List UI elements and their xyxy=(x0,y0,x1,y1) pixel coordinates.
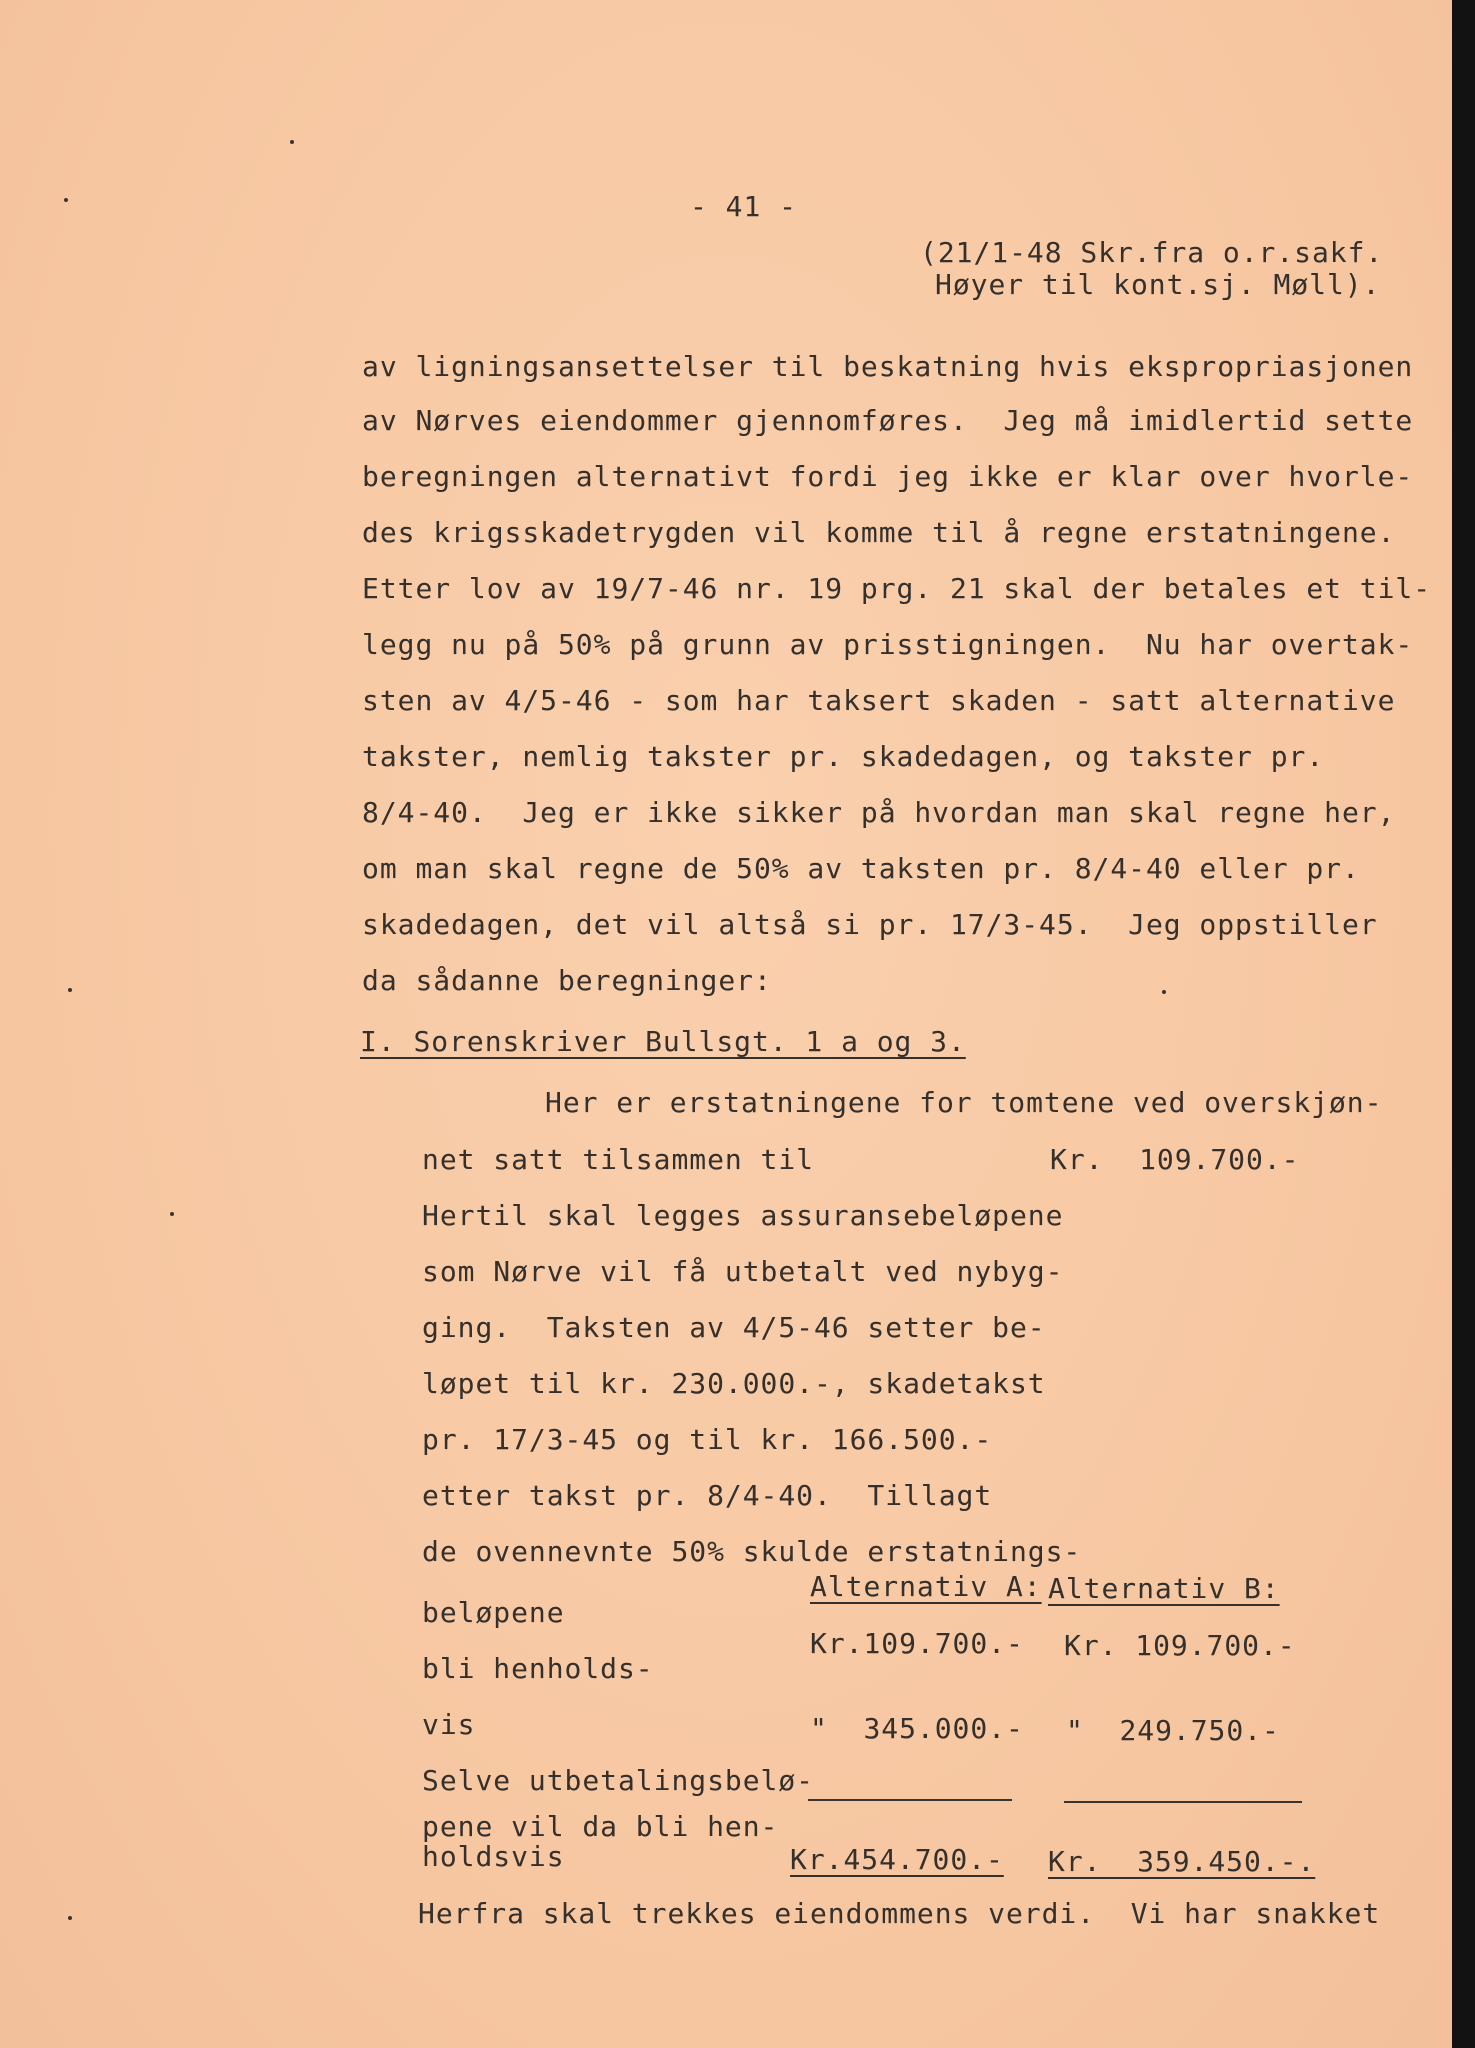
body-line: av ligningsansettelser til beskatning hvis ekspropriasjonen xyxy=(362,350,1414,383)
body-line: skadedagen, det vil altså si pr. 17/3-45. Jeg oppstiller xyxy=(362,908,1378,941)
body-line: takster, nemlig takster pr. skadedagen, og takster pr. xyxy=(362,740,1325,773)
table-label: beløpene xyxy=(422,1596,565,1629)
total-alternative-a: Kr.454.700.- xyxy=(790,1843,1004,1876)
reference-line-1: (21/1-48 Skr.fra o.r.sakf. xyxy=(920,236,1384,269)
table-label: bli henholds- xyxy=(422,1652,654,1685)
body-line: legg nu på 50% på grunn av prisstigningen. Nu har overtak- xyxy=(362,628,1414,661)
sum-rule-a xyxy=(808,1799,1012,1801)
section-amount: Kr. 109.700.- xyxy=(1050,1143,1300,1176)
paper-speck xyxy=(170,1212,174,1216)
sum-label: Selve utbetalingsbelø- xyxy=(422,1764,814,1797)
section-line: som Nørve vil få utbetalt ved nybyg- xyxy=(422,1255,1064,1288)
table-header-alternative-a: Alternativ A: xyxy=(810,1570,1042,1603)
body-line: des krigsskadetrygden vil komme til å regne erstatningene. xyxy=(362,516,1396,549)
body-line: om man skal regne de 50% av taksten pr. 8/4-40 eller pr. xyxy=(362,852,1360,885)
body-line: sten av 4/5-46 - som har taksert skaden - satt alternative xyxy=(362,684,1396,717)
body-line: da sådanne beregninger: xyxy=(362,964,772,997)
section-line: net satt tilsammen til xyxy=(422,1143,814,1176)
body-line: beregningen alternativt fordi jeg ikke er klar over hvorle- xyxy=(362,460,1414,493)
paper-speck xyxy=(1162,990,1166,994)
paper-speck xyxy=(68,1916,72,1920)
section-line: pr. 17/3-45 og til kr. 166.500.- xyxy=(422,1423,993,1456)
section-line: løpet til kr. 230.000.-, skadetakst xyxy=(422,1367,1046,1400)
closing-line: Herfra skal trekkes eiendommens verdi. Vi har snakket xyxy=(418,1897,1381,1930)
table-row2-b: " 249.750.- xyxy=(1066,1714,1280,1747)
table-row1-b: Kr. 109.700.- xyxy=(1064,1629,1296,1662)
body-line: av Nørves eiendommer gjennomføres. Jeg må imidlertid sette xyxy=(362,404,1414,437)
table-row2-a: " 345.000.- xyxy=(810,1712,1024,1745)
section-line: Hertil skal legges assuransebeløpene xyxy=(422,1199,1064,1232)
table-label: vis xyxy=(422,1708,476,1741)
body-line: 8/4-40. Jeg er ikke sikker på hvordan man skal regne her, xyxy=(362,796,1396,829)
sum-rule-b xyxy=(1064,1801,1302,1803)
body-line: Etter lov av 19/7-46 nr. 19 prg. 21 skal der betales et til- xyxy=(362,572,1432,605)
page-number: - 41 - xyxy=(690,190,797,223)
paper-speck xyxy=(64,198,68,202)
section-line: Her er erstatningene for tomtene ved overskjøn- xyxy=(545,1086,1383,1119)
paper-speck xyxy=(68,988,72,992)
section-line: de ovennevnte 50% skulde erstatnings- xyxy=(422,1535,1082,1568)
section-line: etter takst pr. 8/4-40. Tillagt xyxy=(422,1479,993,1512)
sum-label: holdsvis xyxy=(422,1840,565,1873)
total-alternative-b: Kr. 359.450.-. xyxy=(1048,1845,1316,1878)
table-row1-a: Kr.109.700.- xyxy=(810,1627,1024,1660)
section-heading: I. Sorenskriver Bullsgt. 1 a og 3. xyxy=(360,1025,966,1058)
sum-label: pene vil da bli hen- xyxy=(422,1810,779,1843)
paper-speck xyxy=(290,140,294,144)
table-header-alternative-b: Alternativ B: xyxy=(1048,1572,1280,1605)
section-line: ging. Taksten av 4/5-46 setter be- xyxy=(422,1311,1046,1344)
reference-line-2: Høyer til kont.sj. Møll). xyxy=(935,268,1381,301)
